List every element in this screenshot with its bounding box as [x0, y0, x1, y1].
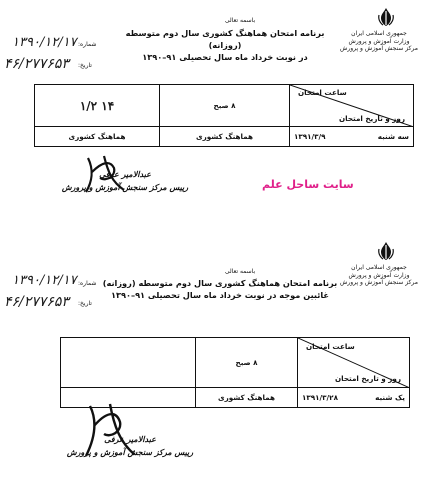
notice-title: برنامه امتحان هماهنگ کشوری سال دوم متوسطه (روزانه) — [125, 28, 325, 50]
signer-name: عبدالامیر عرفی — [104, 434, 156, 444]
date-value: ۴۶/۲۷۷۶۵۳ — [4, 294, 69, 310]
number-value: ۱۳۹۰/۱۲/۱۷ — [12, 35, 77, 50]
signer-title: رییس مرکز سنجش آموزش و پرورش — [61, 181, 189, 192]
day-cell: سه شنبه — [377, 132, 409, 141]
number-label: شماره: — [78, 41, 97, 48]
site-watermark: سایت ساحل علم — [262, 178, 354, 191]
date-label: تاریخ: — [78, 62, 92, 69]
subject-cell-2: هماهنگ کشوری — [35, 127, 160, 147]
country-name: جمهوری اسلامی ایران — [351, 264, 407, 271]
time-cell-2: ۱۴ ۱/۲ — [79, 98, 115, 113]
number-label: شماره: — [78, 280, 97, 287]
exam-table — [34, 84, 414, 147]
time-cell: ۸ صبح — [160, 85, 290, 127]
date-value: ۴۶/۲۷۷۶۵۳ — [4, 56, 69, 72]
header-cell — [298, 338, 410, 388]
country-name: جمهوری اسلامی ایران — [351, 30, 407, 37]
number-value: ۱۳۹۰/۱۲/۱۷ — [12, 273, 77, 288]
day-cell: یک شنبه — [375, 393, 405, 402]
header-cell — [290, 85, 414, 127]
notice-subtitle: غائبین موجه در نوبت خرداد ماه سال تحصیلی ۹۱–۱۳۹۰ — [110, 289, 330, 300]
header-time: ساعت امتحان — [298, 88, 347, 97]
subject-cell: هماهنگ کشوری — [196, 388, 298, 408]
notice-title: برنامه امتحان هماهنگ کشوری سال دوم متوسطه (روزانه) — [102, 278, 338, 288]
ministry-name: وزارت آموزش و پرورش — [348, 271, 410, 279]
center-name: مرکز سنجش آموزش و پرورش — [340, 279, 418, 286]
header-day: روز و تاریخ امتحان — [339, 114, 405, 123]
time-cell: ۸ صبح — [196, 338, 298, 388]
bismillah: باسمه تعالی — [224, 17, 256, 24]
signer-name: عبدالامیر عرفی — [99, 169, 151, 179]
date-cell: ۱۳۹۱/۳/۲۸ — [302, 393, 338, 402]
bismillah: باسمه تعالی — [224, 268, 256, 275]
center-name: مرکز سنجش آموزش و پرورش — [340, 45, 418, 52]
date-label: تاریخ: — [78, 300, 92, 307]
notice-subtitle: در نوبت خرداد ماه سال تحصیلی ۹۱–۱۳۹۰ — [142, 51, 308, 62]
date-cell: ۱۳۹۱/۳/۹ — [294, 132, 326, 141]
header-day: روز و تاریخ امتحان — [335, 374, 401, 383]
iran-emblem-icon — [375, 240, 397, 262]
ministry-name: وزارت آموزش و پرورش — [348, 37, 410, 45]
header-time: ساعت امتحان — [306, 342, 355, 351]
exam-table — [60, 337, 410, 408]
subject-cell: هماهنگ کشوری — [160, 127, 290, 147]
iran-emblem-icon — [375, 6, 397, 28]
signer-title: رییس مرکز سنجش آموزش و پرورش — [66, 446, 194, 457]
